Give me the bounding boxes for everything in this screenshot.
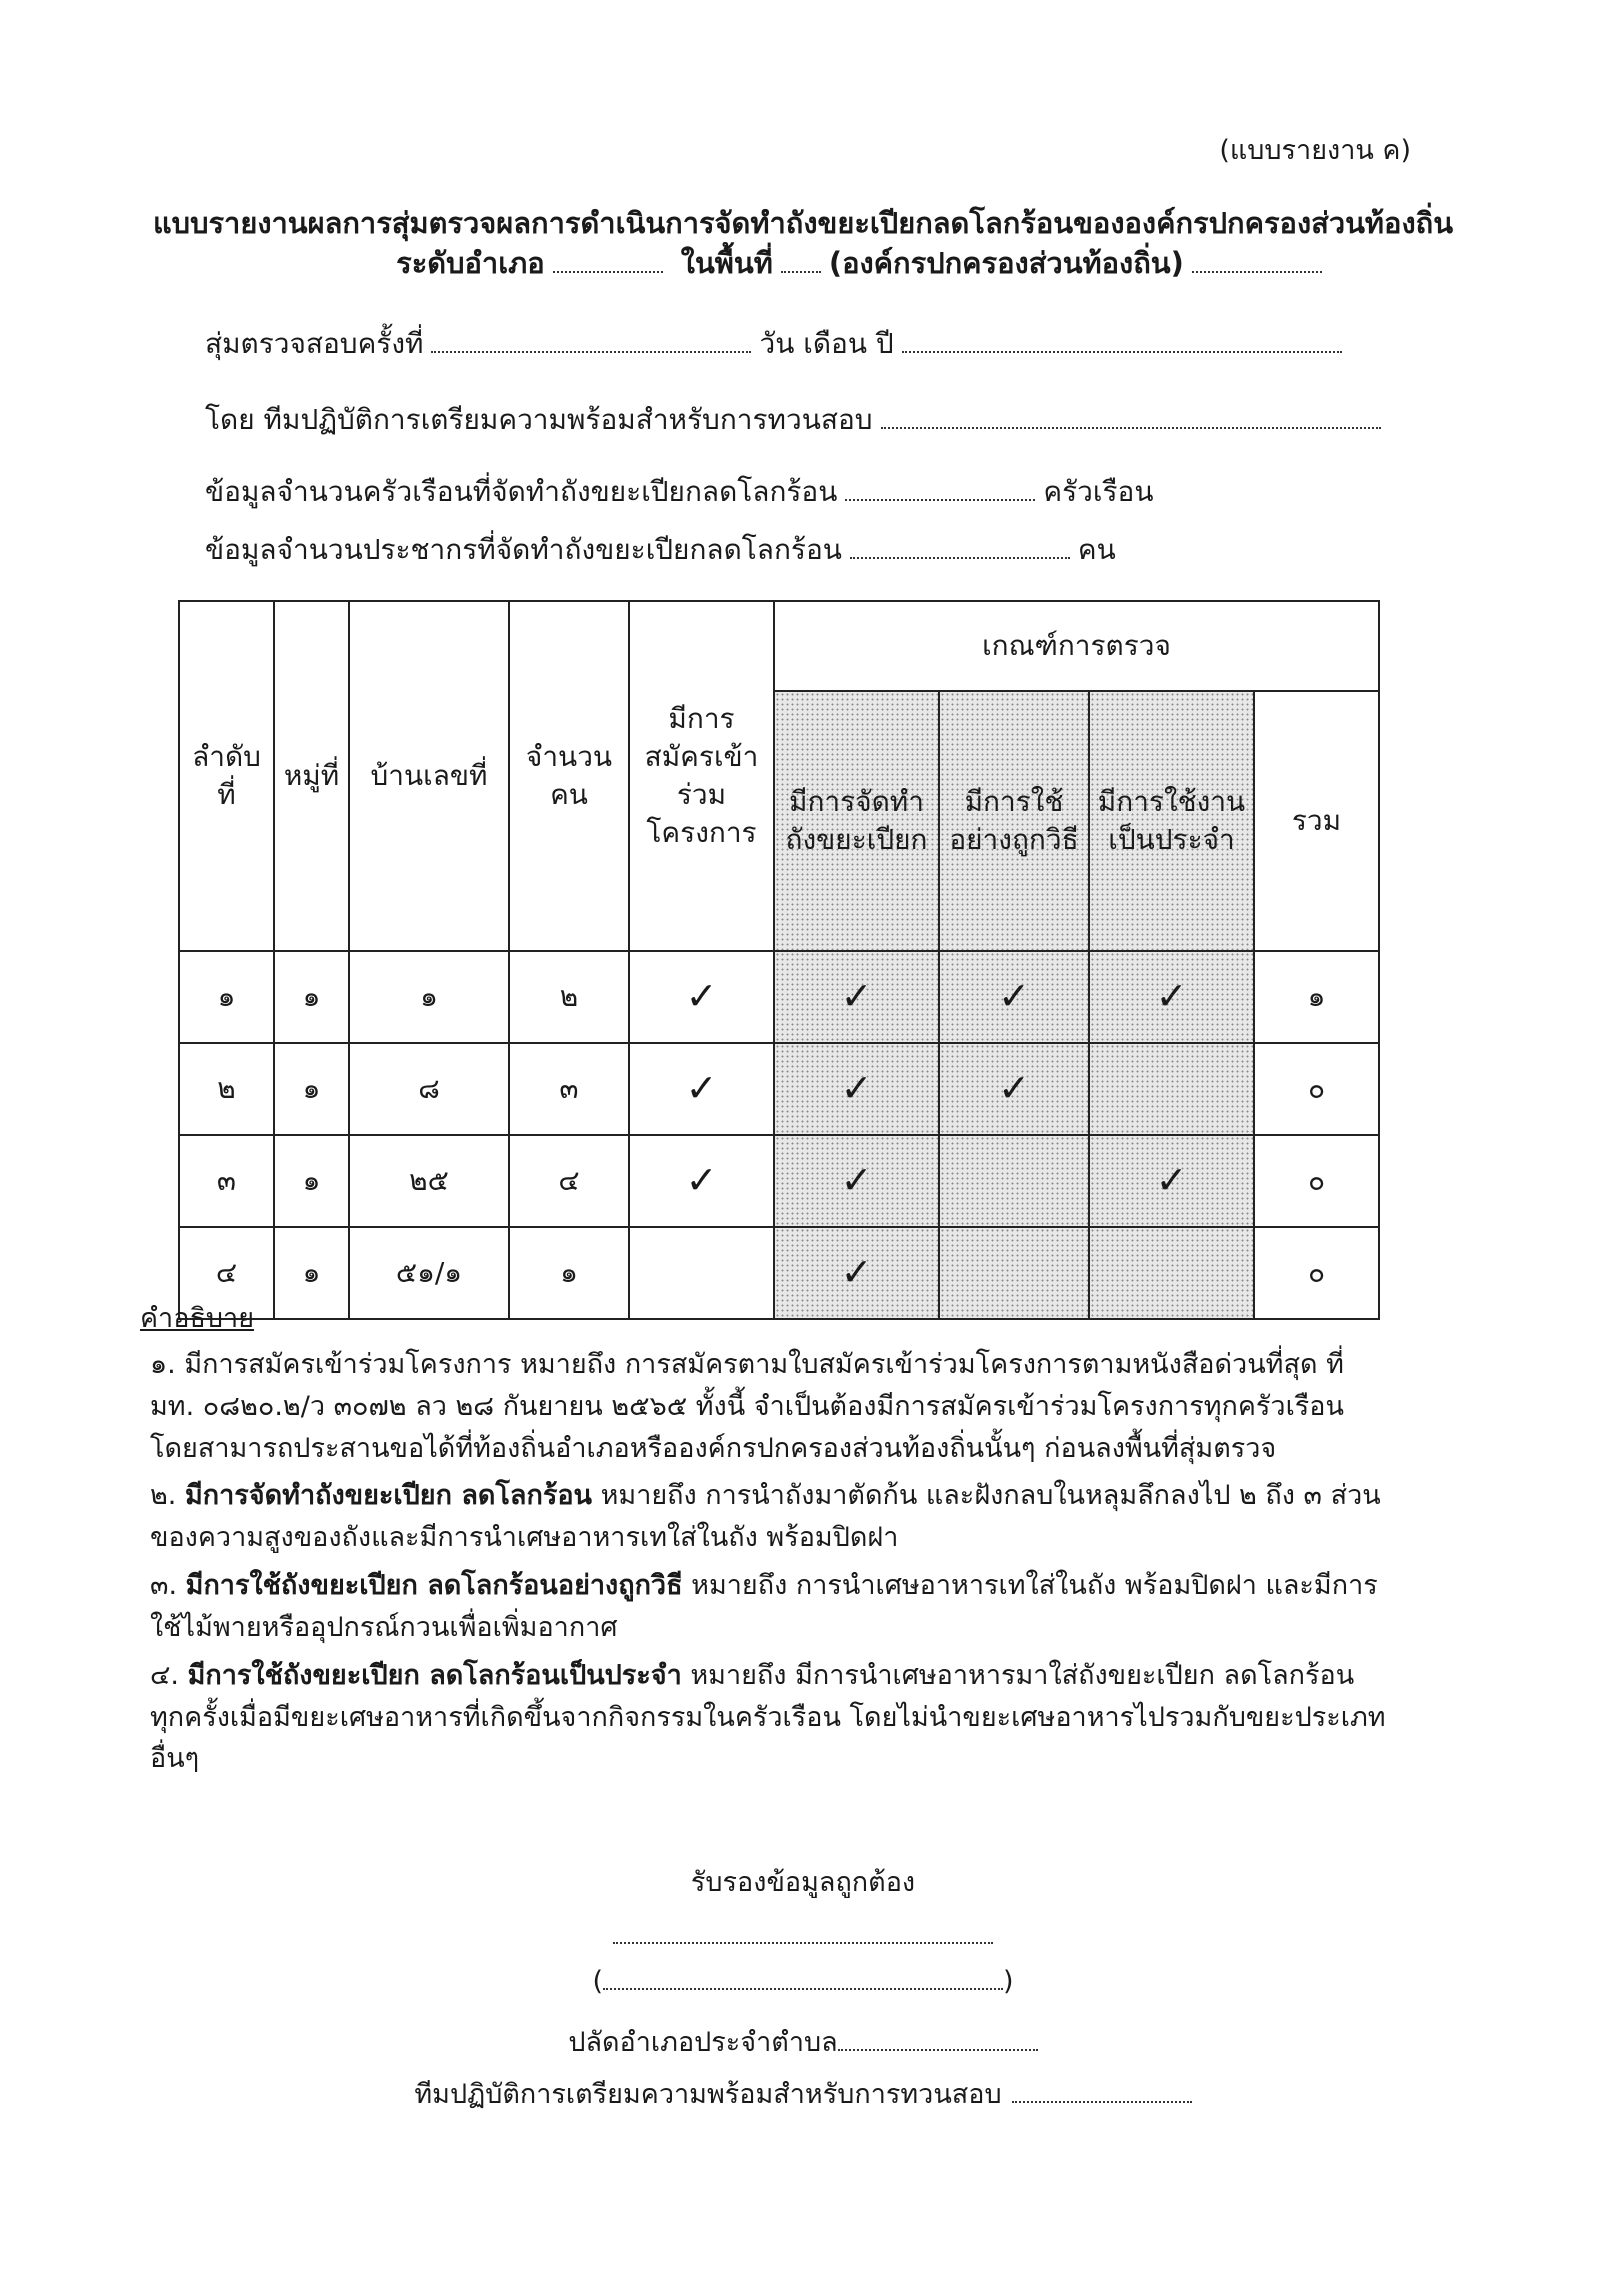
households-line: ข้อมูลจำนวนครัวเรือนที่จัดทำถังขยะเปียกลดโลกร้อน ครัวเรือน [205, 475, 1154, 508]
note-item: ๓. มีการใช้ถังขยะเปียก ลดโลกร้อนอย่างถูกวิธี หมายถึง การนำเศษอาหารเทใส่ในถัง พร้อมปิดฝา และมีการใช้ไม้พายหรืออุปกรณ์กวนเพื่อเพิ่มอากาศ [150, 1570, 1378, 1643]
cell-house-no: ๑ [349, 951, 509, 1043]
inspection-no-blank[interactable] [431, 329, 751, 353]
cell-total: ๐ [1254, 1043, 1379, 1135]
cell-persons: ๓ [509, 1043, 629, 1135]
team-sign-blank[interactable] [1012, 2081, 1192, 2103]
notes-title: คำอธิบาย [140, 1303, 255, 1334]
check-mark: ✓ [774, 1227, 939, 1319]
team-sign-line: ทีมปฏิบัติการเตรียมความพร้อมสำหรับการทวนสอบ [0, 2072, 1606, 2115]
households-blank[interactable] [845, 477, 1035, 501]
subdistrict-blank[interactable] [838, 2029, 1038, 2051]
header-c3: มีการใช้งานเป็นประจำ [1089, 691, 1254, 951]
cell-seq: ๒ [179, 1043, 274, 1135]
cell-total: ๐ [1254, 1227, 1379, 1319]
population-line: ข้อมูลจำนวนประชากรที่จัดทำถังขยะเปียกลดโลกร้อน คน [205, 533, 1116, 566]
check-mark [939, 1135, 1089, 1227]
note-item: ๑. มีการสมัครเข้าร่วมโครงการ หมายถึง การสมัครตามใบสมัครเข้าร่วมโครงการตามหนังสือด่วนที่สุด ที่ มท. ๐๘๒๐.๒/ว ๓๐๗๒ ลว ๒๘ กันยายน ๒๕๖๕ ทั้งนี้ จำเป็นต้องมีการสมัครเข้าร่วมโครงการทุกครัวเรือน โดยสามารถประสานขอได้ที่ท้องถิ่นอำเภอหรือองค์กรปกครองส่วนท้องถิ่นนั้นๆ ก่อนลงพื้นที่สุ่มตรวจ [150, 1348, 1344, 1464]
inspection-line: สุ่มตรวจสอบครั้งที่ วัน เดือน ปี [205, 322, 1350, 366]
table-row [179, 1043, 1379, 1135]
check-mark: ✓ [939, 951, 1089, 1043]
cell-total: ๑ [1254, 951, 1379, 1043]
cell-village: ๑ [274, 1043, 349, 1135]
report-subtitle: ระดับอำเภอ ในพื้นที่ (องค์กรปกครองส่วนท้องถิ่น) [60, 240, 1606, 286]
cell-seq: ๔ [179, 1227, 274, 1319]
cell-persons: ๔ [509, 1135, 629, 1227]
certify-text: รับรองข้อมูลถูกต้อง [690, 1867, 916, 1898]
team-line: โดย ทีมปฏิบัติการเตรียมความพร้อมสำหรับการทวนสอบ [205, 398, 1389, 442]
check-mark: ✓ [774, 1043, 939, 1135]
lao-blank[interactable] [1192, 249, 1322, 273]
cell-house-no: ๒๕ [349, 1135, 509, 1227]
area-blank[interactable] [781, 249, 821, 273]
header-total: รวม [1254, 691, 1379, 951]
header-persons: จำนวนคน [509, 601, 629, 951]
position-line: ปลัดอำเภอประจำตำบล [0, 2020, 1606, 2063]
table-row [179, 1135, 1379, 1227]
signature-name-line[interactable]: ( ) [592, 1966, 1014, 1997]
check-mark: ✓ [629, 1135, 774, 1227]
cell-village: ๑ [274, 1135, 349, 1227]
cell-seq: ๓ [179, 1135, 274, 1227]
header-village: หมู่ที่ [274, 601, 349, 951]
district-blank[interactable] [553, 249, 663, 273]
note-item: ๔. มีการใช้ถังขยะเปียก ลดโลกร้อนเป็นประจำ หมายถึง มีการนำเศษอาหารมาใส่ถังขยะเปียก ลดโลกร้อน ทุกครั้งเมื่อมีขยะเศษอาหารที่เกิดขึ้นจากกิจกรรมในครัวเรือน โดยไม่นำขยะเศษอาหารไปรวมกับขยะประเภทอื่นๆ [150, 1659, 1386, 1775]
header-seq: ลำดับที่ [179, 601, 274, 951]
header-c2: มีการใช้อย่างถูกวิธี [939, 691, 1089, 951]
check-mark: ✓ [774, 951, 939, 1043]
report-title: แบบรายงานผลการสุ่มตรวจผลการดำเนินการจัดทำถังขยะเปียกลดโลกร้อนขององค์กรปกครองส่วนท้องถิ่น [152, 206, 1454, 240]
note-item: ๒. มีการจัดทำถังขยะเปียก ลดโลกร้อน หมายถึง การนำถังมาตัดก้น และฝังกลบในหลุมลึกลงไป ๒ ถึง ๓ ส่วนของความสูงของถังและมีการนำเศษอาหารเทใส่ในถัง พร้อมปิดฝา [150, 1480, 1381, 1554]
cell-house-no: ๕๑/๑ [349, 1227, 509, 1319]
check-mark: ✓ [629, 951, 774, 1043]
cell-total: ๐ [1254, 1135, 1379, 1227]
form-code: (แบบรายงาน ค) [1219, 135, 1411, 166]
check-mark [1089, 1043, 1254, 1135]
cell-village: ๑ [274, 951, 349, 1043]
check-mark: ✓ [1089, 1135, 1254, 1227]
check-mark: ✓ [1089, 951, 1254, 1043]
table-row [179, 951, 1379, 1043]
inspection-table [178, 600, 1380, 1320]
cell-persons: ๒ [509, 951, 629, 1043]
cell-house-no: ๘ [349, 1043, 509, 1135]
header-house-no: บ้านเลขที่ [349, 601, 509, 951]
cell-persons: ๑ [509, 1227, 629, 1319]
team-blank[interactable] [881, 405, 1381, 429]
check-mark: ✓ [774, 1135, 939, 1227]
cell-village: ๑ [274, 1227, 349, 1319]
check-mark: ✓ [629, 1043, 774, 1135]
notes-section [140, 1298, 1390, 1786]
signature-line[interactable] [0, 1920, 1606, 1951]
header-criteria: เกณฑ์การตรวจ [774, 601, 1379, 691]
header-enrolled: มีการสมัครเข้าร่วมโครงการ [629, 601, 774, 951]
header-c1: มีการจัดทำถังขยะเปียก [774, 691, 939, 951]
date-blank[interactable] [902, 329, 1342, 353]
population-blank[interactable] [850, 535, 1070, 559]
cell-seq: ๑ [179, 951, 274, 1043]
check-mark: ✓ [939, 1043, 1089, 1135]
